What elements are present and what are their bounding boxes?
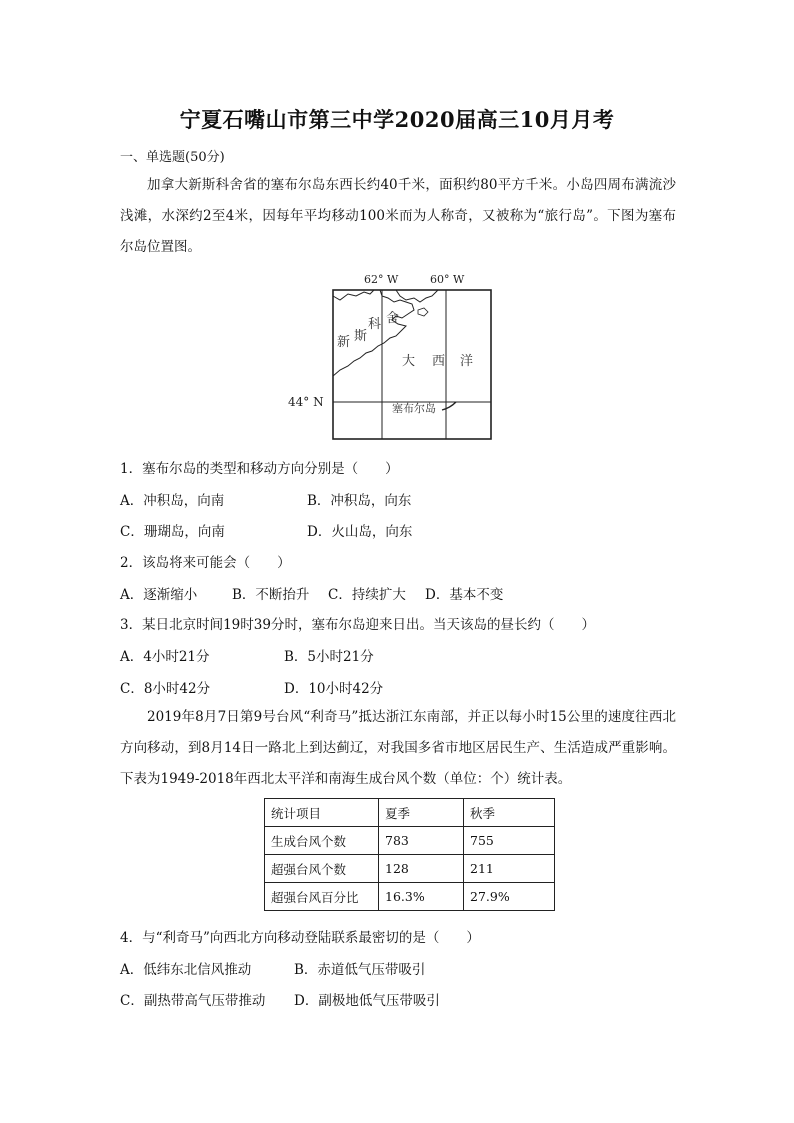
question-4-option-c[interactable]: C．副热带高气压带推动 (120, 993, 266, 1009)
map-label-xi: 西 (432, 354, 446, 369)
table-cell: 211 (464, 855, 555, 883)
map-label-island: 塞布尔岛 (392, 402, 436, 415)
question-3-option-a[interactable]: A．4小时21分 (120, 649, 210, 665)
question-2-option-d[interactable]: D．基本不变 (425, 587, 504, 603)
question-4-option-d[interactable]: D．副极地低气压带吸引 (294, 993, 440, 1009)
table-cell: 755 (464, 827, 555, 855)
question-1-stem: 1．塞布尔岛的类型和移动方向分别是（ ） (120, 461, 399, 477)
table-row (265, 883, 555, 911)
passage-sable-island: 加拿大新斯科舍省的塞布尔岛东西长约40千米，面积约80平方千米。小岛四周布满流沙浅滩，水深约2至4米，因每年平均移动100米而为人称奇，又被称为“旅行岛”。下图为塞布尔岛位置图。 (120, 177, 676, 255)
sable-island-map (284, 266, 496, 444)
map-label-ke: 科 (368, 317, 382, 332)
question-3-option-b[interactable]: B．5小时21分 (284, 649, 374, 665)
question-1-option-a[interactable]: A．冲积岛，向南 (120, 493, 225, 509)
map-label-da: 大 (402, 354, 416, 369)
table-cell: 生成台风个数 (265, 827, 379, 855)
question-3-option-c[interactable]: C．8小时42分 (120, 681, 211, 697)
table-header-row (265, 799, 555, 827)
question-1-option-c[interactable]: C．珊瑚岛，向南 (120, 524, 225, 540)
table-cell: 128 (379, 855, 464, 883)
map-label-she: 舍 (386, 311, 400, 326)
map-lon-right: 60° W (430, 273, 465, 286)
table-row (265, 855, 555, 883)
table-row (265, 827, 555, 855)
question-4-stem: 4．与“利奇马”向西北方向移动登陆联系最密切的是（ ） (120, 930, 480, 946)
question-2-stem: 2．该岛将来可能会（ ） (120, 555, 291, 571)
table-header-cell: 统计项目 (265, 799, 379, 827)
typhoon-stats-table (264, 798, 555, 911)
question-2-option-c[interactable]: C．持续扩大 (328, 587, 406, 603)
question-4-option-b[interactable]: B．赤道低气压带吸引 (294, 962, 426, 978)
table-header-cell: 夏季 (379, 799, 464, 827)
table-cell: 16.3% (379, 883, 464, 911)
question-3-option-d[interactable]: D．10小时42分 (284, 681, 384, 697)
page-title: 宁夏石嘴山市第三中学2020届高三10月月考 (179, 107, 615, 132)
question-1-option-d[interactable]: D．火山岛，向东 (307, 524, 413, 540)
table-cell: 超强台风个数 (265, 855, 379, 883)
question-2-option-a[interactable]: A．逐渐缩小 (120, 587, 198, 603)
table-cell: 783 (379, 827, 464, 855)
question-2-option-b[interactable]: B．不断抬升 (232, 587, 310, 603)
map-label-yang: 洋 (460, 354, 474, 369)
question-3-stem: 3．某日北京时间19时39分时，塞布尔岛迎来日出。当天该岛的昼长约（ ） (120, 617, 595, 633)
map-label-xin: 新 (337, 335, 351, 350)
passage-typhoon: 2019年8月7日第9号台风“利奇马”抵达浙江东南部，并正以每小时15公里的速度往西北方向移动，到8月14日一路北上到达蓟辽，对我国多省市地区居民生产、生活造成严重影响。下表为1949-2018年西北太平洋和南海生成台风个数（单位：个）统计表。 (120, 709, 676, 787)
question-4-option-a[interactable]: A．低纬东北信风推动 (120, 962, 252, 978)
question-1-option-b[interactable]: B．冲积岛，向东 (307, 493, 412, 509)
section-heading: 一、单选题(50分) (120, 150, 225, 165)
table-cell: 27.9% (464, 883, 555, 911)
map-lon-left: 62° W (364, 273, 399, 286)
map-label-si: 斯 (354, 329, 368, 344)
map-lat: 44° N (288, 395, 324, 409)
table-cell: 超强台风百分比 (265, 883, 379, 911)
table-header-cell: 秋季 (464, 799, 555, 827)
